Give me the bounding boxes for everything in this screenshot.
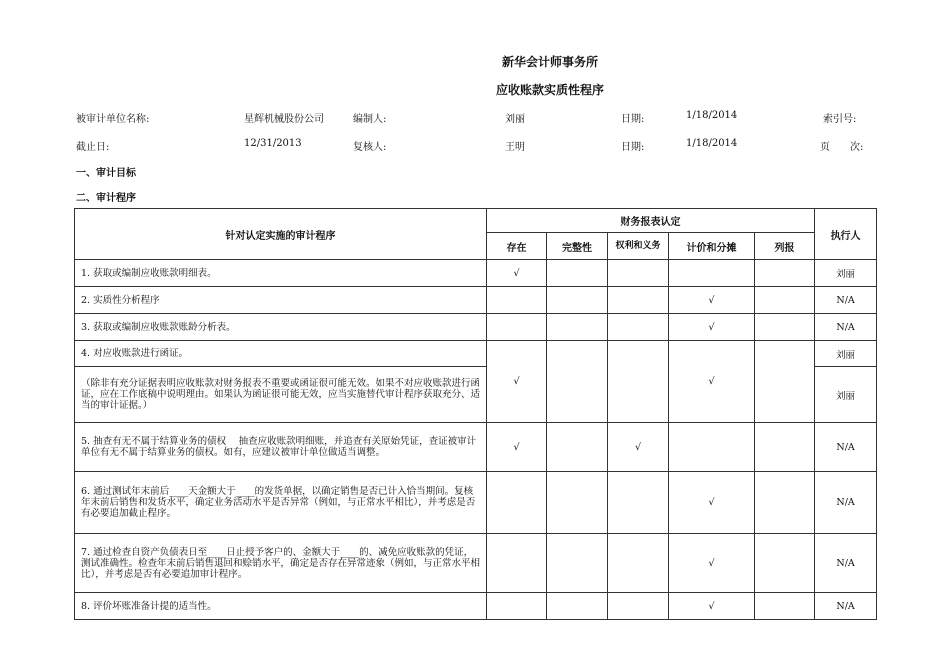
table-row (75, 472, 877, 534)
index-label: 索引号: (823, 114, 857, 125)
reviewer-value: 王明 (505, 142, 525, 153)
client-value: 星辉机械股份公司 (244, 114, 324, 125)
rights-mark (608, 472, 669, 534)
valuation-mark: √ (669, 472, 755, 534)
table-row (75, 423, 877, 472)
procedure-text: 8. 评价坏账准备计提的适当性。 (75, 593, 487, 620)
valuation-mark: √ (669, 593, 755, 620)
date-label-1: 日期: (621, 114, 645, 125)
procedure-text: 5. 抽查有无不属于结算业务的债权 抽查应收账款明细账，并追查有关原始凭证，查证被审计单位有无不属于结算业务的债权。如有，应建议被审计单位做适当调整。 (75, 423, 487, 472)
rights-mark (608, 593, 669, 620)
existence-mark: √ (487, 341, 547, 423)
firm-name: 新华会计师事务所 (501, 55, 598, 69)
presentation-mark (755, 534, 815, 593)
presentation-mark (755, 423, 815, 472)
col-header-existence: 存在 (487, 233, 547, 260)
executor: N/A (815, 472, 877, 534)
valuation-mark: √ (669, 534, 755, 593)
audit-procedure-table (74, 208, 877, 620)
rights-mark (608, 341, 669, 423)
table-row (75, 287, 877, 314)
cutoff-value: 12/31/2013 (244, 138, 302, 149)
valuation-mark: √ (669, 287, 755, 314)
procedure-note: （除非有充分证据表明应收账款对财务报表不重要或函证很可能无效。如果不对应收账款进行函证，应在工作底稿中说明理由。如果认为函证很可能无效，应当实施替代审计程序获取充分、适当的审计证据。） (75, 367, 487, 423)
rights-mark (608, 314, 669, 341)
executor: N/A (815, 287, 877, 314)
executor: N/A (815, 534, 877, 593)
executor: 刘丽 (815, 341, 877, 367)
procedure-text: 3. 获取或编制应收账款账龄分析表。 (75, 314, 487, 341)
page-label: 页 次: (820, 142, 864, 153)
reviewer-label: 复核人: (353, 142, 387, 153)
presentation-mark (755, 260, 815, 287)
completeness-mark (547, 260, 608, 287)
table-row (75, 314, 877, 341)
table-row (75, 593, 877, 620)
executor: N/A (815, 314, 877, 341)
existence-mark (487, 593, 547, 620)
completeness-mark (547, 314, 608, 341)
section-objective: 一、审计目标 (76, 168, 136, 179)
completeness-mark (547, 593, 608, 620)
date-value-1: 1/18/2014 (686, 110, 738, 121)
program-title: 应收账款实质性程序 (495, 83, 604, 97)
valuation-mark: √ (669, 341, 755, 423)
date-value-2: 1/18/2014 (686, 138, 738, 149)
completeness-mark (547, 423, 608, 472)
procedure-text: 1. 获取或编制应收账款明细表。 (75, 260, 487, 287)
completeness-mark (547, 472, 608, 534)
preparer-value: 刘丽 (505, 114, 525, 125)
completeness-mark (547, 341, 608, 423)
procedure-text: 2. 实质性分析程序 (75, 287, 487, 314)
valuation-mark (669, 260, 755, 287)
presentation-mark (755, 314, 815, 341)
table-row (75, 341, 877, 367)
existence-mark: √ (487, 423, 547, 472)
rights-mark (608, 534, 669, 593)
executor: 刘丽 (815, 367, 877, 423)
executor: N/A (815, 593, 877, 620)
col-header-rights: 权利和义务 (608, 233, 669, 260)
presentation-mark (755, 472, 815, 534)
presentation-mark (755, 593, 815, 620)
executor: 刘丽 (815, 260, 877, 287)
existence-mark (487, 287, 547, 314)
existence-mark: √ (487, 260, 547, 287)
col-header-valuation: 计价和分摊 (669, 233, 755, 260)
presentation-mark (755, 341, 815, 423)
table-row (75, 260, 877, 287)
col-header-executor: 执行人 (815, 209, 877, 260)
preparer-label: 编制人: (353, 114, 387, 125)
valuation-mark (669, 423, 755, 472)
col-header-assertions: 财务报表认定 (487, 209, 815, 233)
procedure-text: 6. 通过测试年末前后____天金额大于____的发货单据，以确定销售是否已计入恰当期间。复核年末前后销售和发货水平，确定业务活动水平是否异常（例如，与正常水平相比），并考虑是否有必要追加截止程序。 (75, 472, 487, 534)
col-header-procedure: 针对认定实施的审计程序 (75, 209, 487, 260)
procedure-text: 4. 对应收账款进行函证。 (75, 341, 487, 367)
completeness-mark (547, 534, 608, 593)
completeness-mark (547, 287, 608, 314)
cutoff-label: 截止日: (76, 142, 110, 153)
section-procedure: 二、审计程序 (76, 193, 136, 204)
table-row (75, 534, 877, 593)
col-header-completeness: 完整性 (547, 233, 608, 260)
col-header-presentation: 列报 (755, 233, 815, 260)
valuation-mark: √ (669, 314, 755, 341)
existence-mark (487, 314, 547, 341)
executor: N/A (815, 423, 877, 472)
date-label-2: 日期: (621, 142, 645, 153)
client-label: 被审计单位名称: (76, 114, 150, 125)
rights-mark (608, 287, 669, 314)
existence-mark (487, 534, 547, 593)
rights-mark (608, 260, 669, 287)
procedure-text: 7. 通过检查自资产负债表日至____日止授予客户的、金额大于____的、减免应收账款的凭证，测试准确性。检查年末前后销售退回和赊销水平，确定是否存在异常迹象（例如，与正常水平相比），并考虑是否有必要追加审计程序。 (75, 534, 487, 593)
presentation-mark (755, 287, 815, 314)
rights-mark: √ (608, 423, 669, 472)
existence-mark (487, 472, 547, 534)
